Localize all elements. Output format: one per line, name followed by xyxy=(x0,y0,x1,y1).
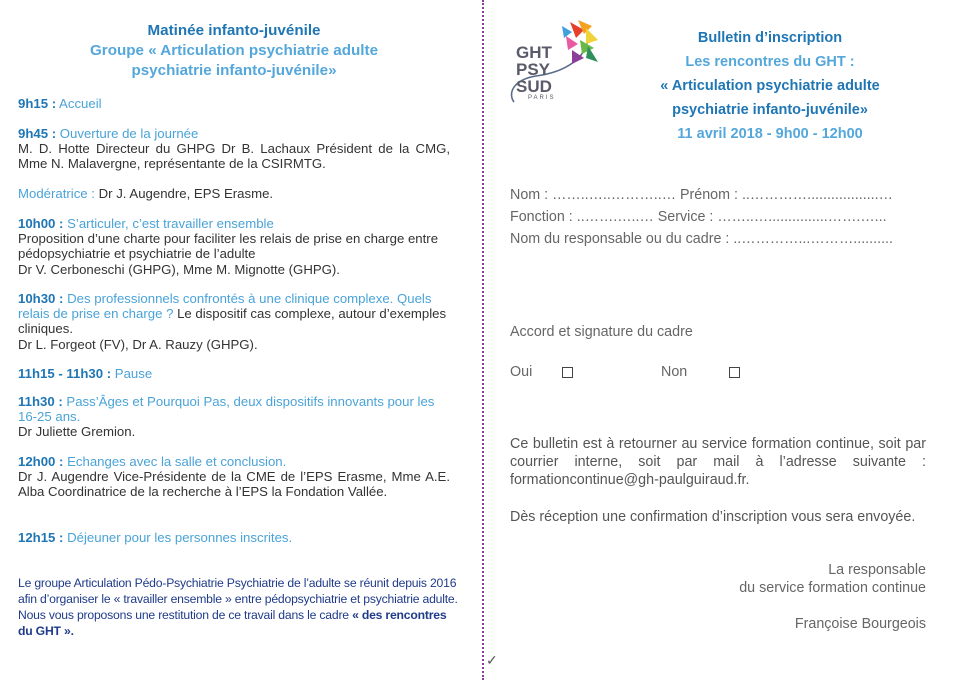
fold-divider xyxy=(482,0,484,680)
program-speakers: Dr Juliette Gremion. xyxy=(18,424,136,440)
group-note-bold: « des rencontres du GHT ». xyxy=(18,608,447,638)
form-function-field[interactable]: Fonction : ..…….…..… Service : ……..…...............…….…... xyxy=(510,209,887,225)
accord-label: Accord et signature du cadre xyxy=(510,324,693,340)
registration-title-line1: Bulletin d’inscription xyxy=(697,30,843,46)
confirmation-text: Dès réception une confirmation d’inscription vous sera envoyée. xyxy=(510,509,916,525)
program-item-1000 xyxy=(18,216,450,277)
group-note-text: Le groupe Articulation Pédo-Psychiatrie Psychiatrie de l’adulte se réunit depuis 2016 afin d’organiser le « travailler ensemble » entre pédopsychiatrie et psychiatrie adulte. Nous vous proposons une restitution de ce travail dans le cadre xyxy=(18,576,458,622)
program-item-ouverture xyxy=(18,126,450,172)
program-title-line2: Groupe « Articulation psychiatrie adulte xyxy=(89,42,379,59)
registration-title-line4: psychiatrie infanto-juvénile» xyxy=(672,102,868,118)
program-title-line1: Matinée infanto-juvénile xyxy=(147,22,321,39)
registration-title-line3: « Articulation psychiatrie adulte xyxy=(660,78,880,94)
program-time: 11h15 - 11h30 : xyxy=(18,366,112,381)
ght-psy-sud-logo xyxy=(506,18,606,110)
program-item-accueil xyxy=(18,96,450,111)
logo-sud: SUD xyxy=(516,77,552,96)
signature-line1: La responsable xyxy=(828,562,926,578)
signature-line2: du service formation continue xyxy=(739,580,926,596)
program-topic: Pass’Âges et Pourquoi Pas, deux dispositifs innovants pour les 16-25 ans. xyxy=(18,394,435,425)
program-detail: Le dispositif cas complexe, autour d’exemples cliniques. xyxy=(18,306,447,337)
program-time: 9h45 : xyxy=(18,126,57,141)
return-instructions: Ce bulletin est à retourner au service formation continue, soit par courrier interne, soit par mail à l’adresse suivante : formationcontinue@gh-paulguiraud.fr. xyxy=(510,436,926,488)
registration-date: 11 avril 2018 - 9h00 - 12h00 xyxy=(677,126,863,142)
program-detail: Proposition d’une charte pour faciliter les relais de prise en charge entre pédopsychiatrie et psychiatrie de l’adulte xyxy=(18,231,439,262)
oui-checkbox[interactable] xyxy=(562,367,573,378)
program-item-pause xyxy=(18,366,450,381)
form-name-field[interactable]: Nom : ……..…..………..… Prénom : ..…………..................… xyxy=(510,187,893,203)
registration-title-line2: Les rencontres du GHT : xyxy=(685,54,855,70)
program-topic: Des professionnels confrontés à une clinique complexe. Quels relais de prise en charge ? xyxy=(18,291,432,322)
program-speakers: Dr V. Cerboneschi (GHPG), Mme M. Mignotte (GHPG). xyxy=(18,261,340,277)
program-item-1030 xyxy=(18,291,450,352)
signature-block xyxy=(739,561,926,597)
program-topic: S’articuler, c’est travailler ensemble xyxy=(63,216,274,231)
fold-mark-icon: ✓ xyxy=(486,652,498,668)
signature-name: Françoise Bourgeois xyxy=(794,616,926,632)
program-time: 11h30 : xyxy=(18,394,63,409)
logo-psy: PSY xyxy=(516,60,551,79)
program-title-line3: psychiatrie infanto-juvénile» xyxy=(131,62,337,79)
program-item-1200 xyxy=(18,454,450,500)
program-title xyxy=(18,21,450,81)
non-label: Non xyxy=(661,364,688,380)
moderator-label: Modératrice : xyxy=(18,186,95,201)
program-item-1215 xyxy=(18,530,450,545)
program-detail: Dr J. Augendre Vice-Présidente de la CME de l’EPS Erasme, Mme A.E. Alba Coordinatrice de la recherche à l’EPS la Fondation Vallée. xyxy=(18,469,450,500)
program-time: 10h30 : xyxy=(18,291,64,306)
program-detail: M. D. Hotte Directeur du GHPG Dr B. Lachaux Président de la CMG, Mme N. Malavergne, représentante de la CSIRMTG. xyxy=(18,141,450,172)
logo-ght: GHT xyxy=(516,43,552,62)
program-topic: Déjeuner pour les personnes inscrites. xyxy=(63,530,293,545)
form-manager-field[interactable]: Nom du responsable ou du cadre : ..…………...……….......... xyxy=(510,231,893,247)
logo-paris: PARIS xyxy=(528,95,556,101)
oui-label: Oui xyxy=(510,364,533,380)
program-topic: Echanges avec la salle et conclusion. xyxy=(63,454,287,469)
program-speakers: Dr L. Forgeot (FV), Dr A. Rauzy (GHPG). xyxy=(18,336,258,352)
program-topic: Ouverture de la journée xyxy=(56,126,199,141)
program-time: 10h00 : xyxy=(18,216,64,231)
group-note xyxy=(18,575,458,639)
program-time: 9h15 : xyxy=(18,96,57,111)
program-time: 12h15 : xyxy=(18,530,64,545)
program-item-1130 xyxy=(18,394,450,440)
oui-option xyxy=(510,364,532,380)
program-time: 12h00 : xyxy=(18,454,64,469)
moderator-name: Dr J. Augendre, EPS Erasme. xyxy=(94,186,274,201)
program-item-moderatrice xyxy=(18,186,450,201)
non-option xyxy=(661,364,687,380)
non-checkbox[interactable] xyxy=(729,367,740,378)
registration-title xyxy=(620,26,920,146)
program-topic: Pause xyxy=(111,366,153,381)
program-topic: Accueil xyxy=(56,96,102,111)
